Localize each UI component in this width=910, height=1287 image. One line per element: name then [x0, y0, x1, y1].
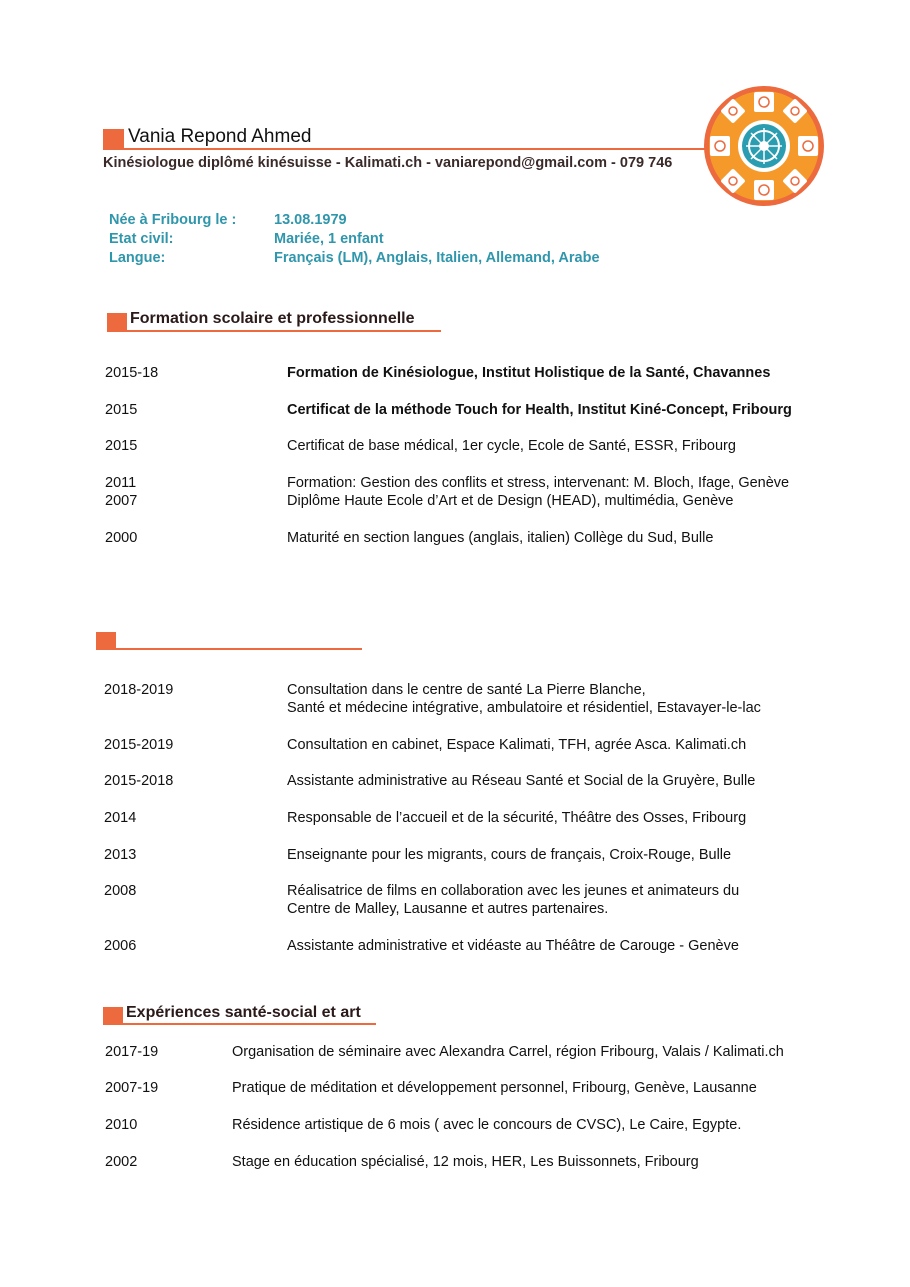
- experience-year-6: 2008: [104, 883, 137, 899]
- formation-text-2: Certificat de la méthode Touch for Health, Institut Kiné-Concept, Fribourg: [287, 402, 792, 418]
- formation-text-5: Diplôme Haute Ecole d’Art et de Design (HEAD), multimédia, Genève: [287, 493, 734, 509]
- header-rule: [103, 148, 715, 150]
- experience-text-4: Responsable de l’accueil et de la sécurité, Théâtre des Osses, Fribourg: [287, 810, 747, 826]
- info-label-birth: Née à Fribourg le :: [109, 212, 237, 228]
- experience-text-2: Consultation en cabinet, Espace Kalimati, TFH, agrée Asca. Kalimati.ch: [287, 737, 747, 753]
- formation-year-1: 2015-18: [105, 365, 159, 381]
- experience-text-6-line1: Réalisatrice de films en collaboration avec les jeunes et animateurs du: [287, 883, 740, 899]
- experience-text-1: [287, 681, 761, 717]
- section-rule-experience: [96, 648, 362, 650]
- art-year-1: 2017-19: [105, 1044, 159, 1060]
- art-text-2: Pratique de méditation et développement personnel, Fribourg, Genève, Lausanne: [232, 1080, 757, 1096]
- section-title-art: Expériences santé-social et art: [126, 1004, 361, 1021]
- formation-text-4: Formation: Gestion des conflits et stress, intervenant: M. Bloch, Ifage, Genève: [287, 475, 790, 491]
- experience-text-5: Enseignante pour les migrants, cours de français, Croix-Rouge, Bulle: [287, 847, 732, 863]
- name-marker: [103, 129, 124, 149]
- mandala-logo-icon: [702, 84, 826, 208]
- experience-text-1-line2: Santé et médecine intégrative, ambulatoire et résidentiel, Estavayer-le-lac: [287, 700, 761, 716]
- art-text-3: Résidence artistique de 6 mois ( avec le concours de CVSC), Le Caire, Egypte.: [232, 1117, 742, 1133]
- person-name: Vania Repond Ahmed: [128, 126, 312, 147]
- experience-text-6-line2: Centre de Malley, Lausanne et autres partenaires.: [287, 901, 609, 917]
- section-marker-formation: [107, 313, 127, 331]
- formation-text-6: Maturité en section langues (anglais, italien) Collège du Sud, Bulle: [287, 530, 714, 546]
- formation-year-2: 2015: [105, 402, 138, 418]
- info-label-civil: Etat civil:: [109, 231, 174, 247]
- formation-text-3: Certificat de base médical, 1er cycle, Ecole de Santé, ESSR, Fribourg: [287, 438, 736, 454]
- info-value-civil: Mariée, 1 enfant: [274, 231, 384, 247]
- art-text-1: Organisation de séminaire avec Alexandra Carrel, région Fribourg, Valais / Kalimati.ch: [232, 1044, 784, 1060]
- experience-year-2: 2015-2019: [104, 737, 174, 753]
- section-title-formation: Formation scolaire et professionnelle: [130, 310, 415, 327]
- art-year-4: 2002: [105, 1154, 138, 1170]
- experience-text-7: Assistante administrative et vidéaste au Théâtre de Carouge - Genève: [287, 938, 739, 954]
- experience-text-3: Assistante administrative au Réseau Santé et Social de la Gruyère, Bulle: [287, 773, 756, 789]
- formation-year-6: 2000: [105, 530, 138, 546]
- formation-text-1: Formation de Kinésiologue, Institut Holistique de la Santé, Chavannes: [287, 365, 771, 381]
- formation-year-3: 2015: [105, 438, 138, 454]
- formation-year-4: 2011: [105, 475, 137, 491]
- art-text-4: Stage en éducation spécialisé, 12 mois, HER, Les Buissonnets, Fribourg: [232, 1154, 699, 1170]
- experience-year-3: 2015-2018: [104, 773, 174, 789]
- formation-year-5: 2007: [105, 493, 138, 509]
- section-rule-formation: [107, 330, 441, 332]
- art-year-3: 2010: [105, 1117, 138, 1133]
- header-subtitle: Kinésiologue diplômé kinésuisse - Kalimati.ch - vaniarepond@gmail.com - 079 746: [103, 155, 673, 171]
- experience-year-5: 2013: [104, 847, 137, 863]
- experience-text-6: [287, 882, 739, 918]
- experience-text-1-line1: Consultation dans le centre de santé La Pierre Blanche,: [287, 682, 646, 698]
- art-year-2: 2007-19: [105, 1080, 159, 1096]
- info-value-language: Français (LM), Anglais, Italien, Allemand, Arabe: [274, 250, 600, 266]
- info-label-language: Langue:: [109, 250, 166, 266]
- experience-year-7: 2006: [104, 938, 137, 954]
- experience-year-4: 2014: [104, 810, 137, 826]
- info-value-birth: 13.08.1979: [274, 212, 347, 228]
- experience-year-1: 2018-2019: [104, 682, 174, 698]
- section-rule-art: [103, 1023, 376, 1025]
